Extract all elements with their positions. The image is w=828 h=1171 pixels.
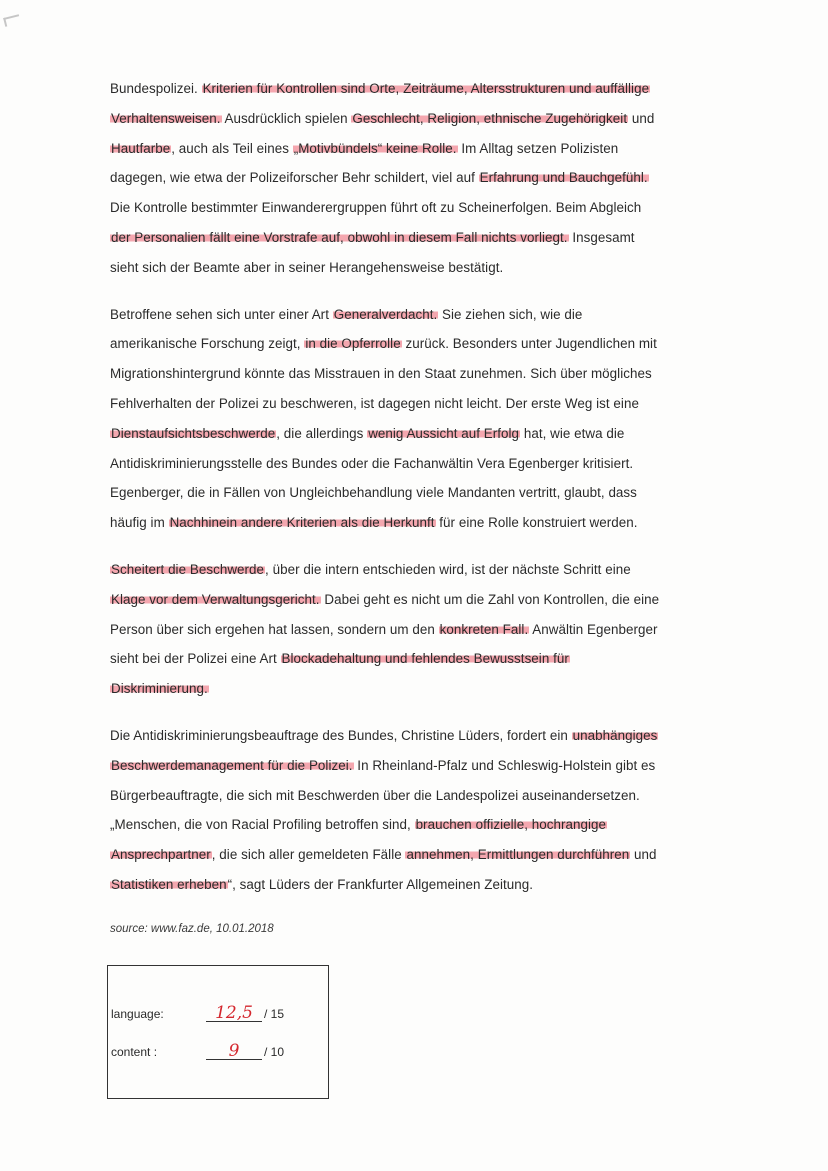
text-line (110, 163, 725, 193)
text-line (110, 870, 725, 900)
text-line (110, 585, 725, 615)
text-line (110, 840, 725, 870)
highlighted-text: wenig Aussicht auf Erfolg (368, 425, 520, 441)
highlighted-text: Kriterien für Kontrollen sind Orte, Zeiträume, Altersstrukturen und auffällige (202, 81, 650, 96)
text-segment: zurück. Besonders unter Jugendlichen mit (401, 336, 657, 352)
paragraph (110, 300, 725, 538)
text-segment: Fehlverhalten der Polizei zu beschweren, ist dagegen nicht leicht. Der erste Weg ist eine (110, 395, 639, 411)
text-line (110, 300, 725, 330)
text-segment: Bundespolizei. (110, 81, 202, 96)
content-score: 9 (206, 1044, 262, 1060)
highlighted-text: Verhaltensweisen. (111, 110, 221, 126)
text-line (110, 359, 725, 389)
paragraph-gap (110, 538, 725, 555)
text-segment: „Menschen, die von Racial Profiling betroffen sind, (110, 817, 415, 833)
source-citation: source: www.faz.de, 10.01.2018 (110, 923, 274, 935)
highlighted-text: Erfahrung und Bauchgefühl. (479, 170, 648, 186)
article-text (110, 74, 725, 900)
text-line (110, 478, 725, 508)
language-grade-row (111, 1003, 285, 1023)
text-line (110, 134, 725, 164)
highlighted-text: Scheitert die Beschwerde (111, 561, 265, 577)
text-line (110, 555, 725, 585)
text-segment: Migrationshintergrund könnte das Misstrauen in den Staat zunehmen. Sich über mögliches (110, 366, 652, 382)
text-segment: und (630, 847, 657, 863)
text-segment: dagegen, wie etwa der Polizeiforscher Behr schildert, viel auf (110, 170, 479, 186)
text-line (110, 781, 725, 811)
content-grade-row (111, 1041, 285, 1061)
text-segment: sieht sich der Beamte aber in seiner Herangehensweise bestätigt. (110, 259, 504, 275)
text-segment: amerikanische Forschung zeigt, (110, 336, 305, 352)
text-segment: , über die intern entschieden wird, ist der nächste Schritt eine (265, 561, 631, 577)
text-segment: , die allerdings (276, 425, 368, 441)
text-segment: , auch als Teil eines (171, 140, 293, 156)
scan-corner-mark (3, 14, 21, 27)
highlighted-text: unabhängiges (572, 727, 658, 743)
text-segment: Anwältin Egenberger (529, 621, 658, 637)
text-segment: Die Kontrolle bestimmter Einwanderergruppen führt oft zu Scheinerfolgen. Beim Abgleich (110, 200, 642, 216)
text-line (110, 253, 725, 283)
grading-box (107, 965, 329, 1099)
language-max: / 15 (264, 1007, 285, 1021)
highlighted-text: Nachhinein andere Kriterien als die Herkunft (169, 515, 435, 531)
text-segment: , die sich aller gemeldeten Fälle (211, 847, 406, 863)
highlighted-text: Hautfarbe (111, 140, 171, 156)
language-score: 12,5 (206, 1006, 262, 1022)
highlighted-text: Beschwerdemanagement für die Polizei. (111, 757, 353, 773)
text-segment: Bürgerbeauftragte, die sich mit Beschwerden über die Landespolizei auseinandersetzen. (110, 787, 640, 803)
text-line (110, 721, 725, 751)
text-line (110, 74, 725, 104)
highlighted-text: Statistiken erheben (111, 876, 227, 892)
text-line (110, 449, 725, 479)
paragraph (110, 721, 725, 900)
text-segment: Antidiskriminierungsstelle des Bundes oder die Fachanwältin Vera Egenberger kritisiert. (110, 455, 634, 471)
highlighted-text: der Personalien fällt eine Vorstrafe auf, obwohl in diesem Fall nichts vorliegt. (111, 229, 568, 245)
text-line (110, 674, 725, 704)
text-line (110, 419, 725, 449)
content-max: / 10 (264, 1045, 285, 1059)
paragraph-gap (110, 283, 725, 300)
highlighted-text: Dienstaufsichtsbeschwerde (111, 425, 276, 441)
highlighted-text: Blockadehaltung und fehlendes Bewusstsein für (281, 651, 569, 667)
paragraph (110, 555, 725, 704)
highlighted-text: Klage vor dem Verwaltungsgericht. (111, 591, 320, 607)
text-segment: Ausdrücklich spielen (221, 110, 352, 126)
text-segment: hat, wie etwa die (520, 425, 625, 441)
text-segment: häufig im (110, 515, 169, 531)
text-segment: sieht bei der Polizei eine Art (110, 651, 281, 667)
text-segment: Im Alltag setzen Polizisten (457, 140, 619, 156)
text-line (110, 193, 725, 223)
text-segment: Person über sich ergehen hat lassen, sondern um den (110, 621, 439, 637)
content-label: content : (111, 1045, 158, 1059)
language-label: language: (111, 1007, 164, 1021)
paragraph (110, 74, 725, 283)
highlighted-text: annehmen, Ermittlungen durchführen (406, 847, 630, 863)
text-line (110, 389, 725, 419)
text-segment: “, sagt Lüders der Frankfurter Allgemeinen Zeitung. (227, 876, 534, 892)
text-segment: Die Antidiskriminierungsbeauftrage des Bundes, Christine Lüders, fordert ein (110, 727, 572, 743)
text-segment: für eine Rolle konstruiert werden. (435, 515, 638, 531)
highlighted-text: konkreten Fall. (439, 621, 529, 637)
text-line (110, 508, 725, 538)
highlighted-text: Ansprechpartner (111, 847, 211, 863)
text-segment: und (628, 110, 655, 126)
highlighted-text: Geschlecht, Religion, ethnische Zugehörigkeit (352, 110, 628, 126)
text-line (110, 223, 725, 253)
text-line (110, 810, 725, 840)
text-segment: Sie ziehen sich, wie die (438, 306, 583, 322)
highlighted-text: in die Opferrolle (305, 336, 401, 352)
paragraph-gap (110, 704, 725, 721)
text-line (110, 644, 725, 674)
text-segment: Insgesamt (568, 229, 635, 245)
text-segment: Betroffene sehen sich unter einer Art (110, 306, 333, 322)
text-segment: In Rheinland-Pfalz und Schleswig-Holstein gibt es (353, 757, 656, 773)
text-segment: Egenberger, die in Fällen von Ungleichbehandlung viele Mandanten vertritt, glaubt, dass (110, 485, 637, 501)
text-line (110, 104, 725, 134)
text-line (110, 329, 725, 359)
highlighted-text: Diskriminierung. (111, 681, 208, 697)
highlighted-text: „Motivbündels“ keine Rolle. (293, 140, 457, 156)
highlighted-text: brauchen offizielle, hochrangige (415, 817, 607, 833)
text-segment: Dabei geht es nicht um die Zahl von Kontrollen, die eine (320, 591, 660, 607)
highlighted-text: Generalverdacht. (333, 306, 438, 322)
text-line (110, 615, 725, 645)
text-line (110, 751, 725, 781)
